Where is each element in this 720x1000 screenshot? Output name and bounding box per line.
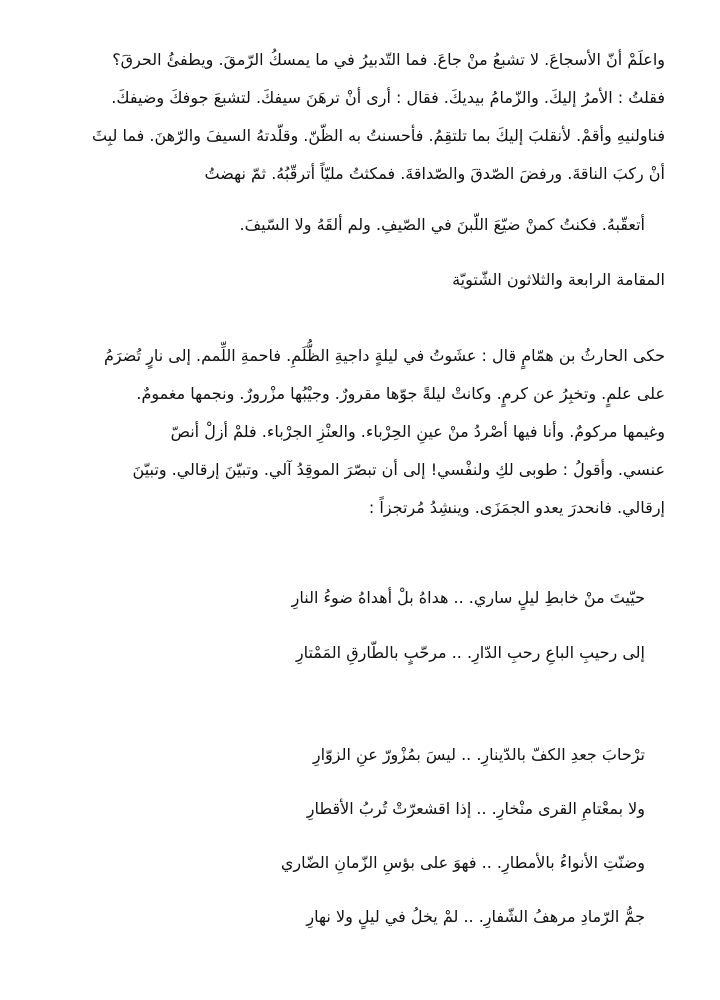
paragraph-line: عنسي. وأقولُ : طوبى لكِ ولنفْسي! إلى أن تبصّرَ الموقِدُ آلي. وتبيّنَ إرقالي. وتبيّنَ — [132, 460, 665, 479]
verse-line: حيّيتَ منْ خابطِ ليلٍ ساري. .. هداهُ بلْ أهداهُ ضوءُ النارِ — [291, 588, 645, 607]
paragraph-line: وغيمها مركومٌ. وأنا فيها أصْردُ منْ عينِ الحِرْباء. والعنْزِ الجرْباء. فلمْ أزلْ أنصّ — [170, 422, 665, 441]
paragraph-line: أنْ ركبَ الناقةَ. ورفضَ الصّدقَ والصّداقةَ. فمكثتُ مليّاً أترقّبُهُ. ثمّ نهضتُ — [204, 164, 665, 183]
paragraph-line: فقلتُ : الأمرُ إليكَ. والزّمامُ بيديكَ. فقال : أرى أنْ ترهَنَ سيفكَ. لتشبعَ جوفكَ وضيفكَ. — [111, 88, 665, 107]
verse-line: وضنّتِ الأنواءُ بالأمطارِ. .. فهوَ على بؤسِ الزّمانِ الضّاري — [280, 853, 645, 872]
paragraph-line: حكى الحارثُ بن همّامٍ قال : عشَوتُ في ليلةٍ داجيةِ الظُّلَمِ. فاحمةِ اللِّمم. إلى نارٍ تُضرَمُ — [104, 346, 665, 365]
verse-line: جمُّ الرّمادِ مرهفُ الشّفارِ. .. لمْ يخلُ في ليلٍ ولا نهارِ — [306, 907, 645, 926]
paragraph-line: فناولنيهِ وأقمْ. لأنقلبَ إليكَ بما تلتقِمُ. فأحسنتُ به الظّنّ. وقلّدتهُ السيفَ والرّهنَ. فما لبِثَ — [92, 126, 665, 145]
paragraph-line: واعلَمْ أنّ الأسجاعَ. لا تشبعُ منْ جاعَ. فما التّدبيرُ في ما يمسكُ الرّمقَ. ويطفئُ الحرقَ؟ — [112, 50, 665, 69]
paragraph-line: إرقالي. فانحدرَ يعدو الجمَزَى. وينشِدُ مُرتجزاً : — [368, 498, 665, 517]
paragraph-line: على علمٍ. وتخبِرُ عن كرمٍ. وكانتْ ليلةً جوّها مقرورٌ. وجيْبُها مزْرورٌ. ونجمها مغمومٌ. — [136, 384, 665, 403]
verse-line: إلى رحيبِ الباعِ رحبِ الدّارِ. .. مرحّبٍ بالطّارقِ المَمْتارِ — [295, 643, 645, 662]
verse-line: ولا بمعْتامِ القرى منْخارِ. .. إذا اقشعرّتْ تُربُ الأقطارِ — [306, 799, 645, 818]
verse-line: ترْحابَ جعدِ الكفّ بالدّينارِ. .. ليسَ بمُزْورّ عنِ الزوّارِ — [312, 745, 645, 764]
section-heading: المقامة الرابعة والثلاثون الشّتويّة — [452, 270, 665, 289]
paragraph-line: أتعقّبهُ. فكنتُ كمنْ ضيّعَ اللّبنَ في الصّيفِ. ولم ألقَهُ ولا السّيفَ. — [239, 215, 645, 234]
